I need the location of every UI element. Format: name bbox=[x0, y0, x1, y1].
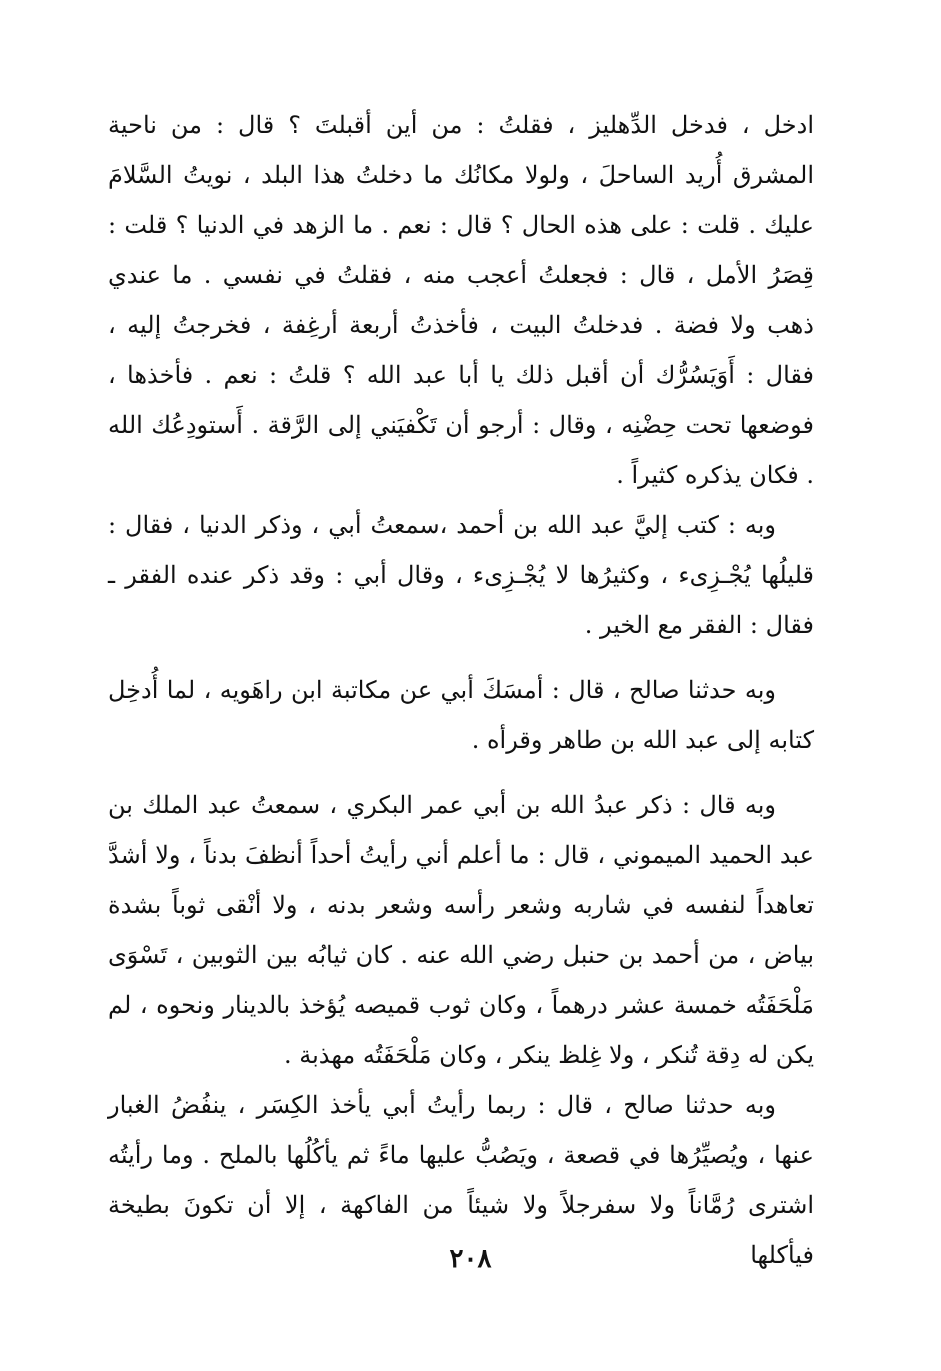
paragraph-rahawayh bbox=[108, 665, 814, 765]
paragraph-text: وبه : كتب إليَّ عبد الله بن أحمد ،سمعتُ أبي ، وذكر الدنيا ، فقال : قليلُها يُجْـزِىء ، وكثيرُها لا يُجْـزِىء ، وقال أبي : وقد ذكر عنده الفقر ـ فقال : الفقر مع الخير . bbox=[108, 511, 814, 639]
paragraph-dunya bbox=[108, 500, 814, 650]
page-number: ٢٠٨ bbox=[449, 1244, 492, 1274]
paragraph-cleanliness bbox=[108, 780, 814, 1080]
paragraph-text: ادخل ، فدخل الدِّهليز ، فقلتُ : من أين أقبلتَ ؟ قال : من ناحية المشرق أُريد الساحلَ ، ولولا مكانُك ما دخلتُ هذا البلد ، نويتُ السَّلامَ عليك . قلت : على هذه الحال ؟ قال : نعم . ما الزهد في الدنيا ؟ قلت : قِصَرُ الأمل ، قال : فجعلتُ أعجب منه ، فقلتُ في نفسي . ما عندي ذهب ولا فضة . فدخلتُ البيت ، فأخذتُ أربعة أرغِفة ، فخرجتُ إليه ، فقال : أَوَيَسُرُّك أن أقبل ذلك يا أبا عبد الله ؟ قلتُ : نعم . فأخذها ، فوضعها تحت حِضْنِه ، وقال : أرجو أن تَكْفيَني إلى الرَّقة . أَستودِعُك الله . فكان يذكره كثيراً . bbox=[108, 111, 814, 489]
paragraph-text: وبه قال : ذكر عبدُ الله بن أبي عمر البكري ، سمعتُ عبد الملك بن عبد الحميد الميموني ، قال : ما أعلم أني رأيتُ أحداً أنظفَ بدناً ، ولا أشدَّ تعاهداً لنفسه في شاربه وشعر رأسه وشعر بدنه ، ولا أنْقى ثوباً بشدة بياض ، من أحمد بن حنبل رضي الله عنه . كان ثيابُه بين الثوبين ، تَسْوَى مَلْحَفَتُه خمسة عشر درهماً ، وكان ثوب قميصه يُؤخذ بالدينار ونحوه ، لم يكن له دِقة تُنكر ، ولا غِلظ ينكر ، وكان مَلْحَفَتُه مهذبة . bbox=[108, 791, 814, 1069]
paragraph-text: وبه حدثنا صالح ، قال : ربما رأيتُ أبي يأخذ الكِسَر ، ينفُضُ الغبار عنها ، ويُصيِّرُها في قصعة ، ويَصُبُّ عليها ماءً ثم يأكُلُها بالملح . وما رأيتُه اشترى رُمَّاناً ولا سفرجلاً ولا شيئاً من الفاكهة ، إلا أن تكونَ بطيخة فيأكلها bbox=[108, 1091, 814, 1269]
paragraph-continuation bbox=[108, 100, 814, 500]
paragraph-text: وبه حدثنا صالح ، قال : أمسَكَ أبي عن مكاتبة ابن راهَويه ، لما أُدخِل كتابه إلى عبد الله بن طاهر وقرأه . bbox=[108, 676, 814, 754]
